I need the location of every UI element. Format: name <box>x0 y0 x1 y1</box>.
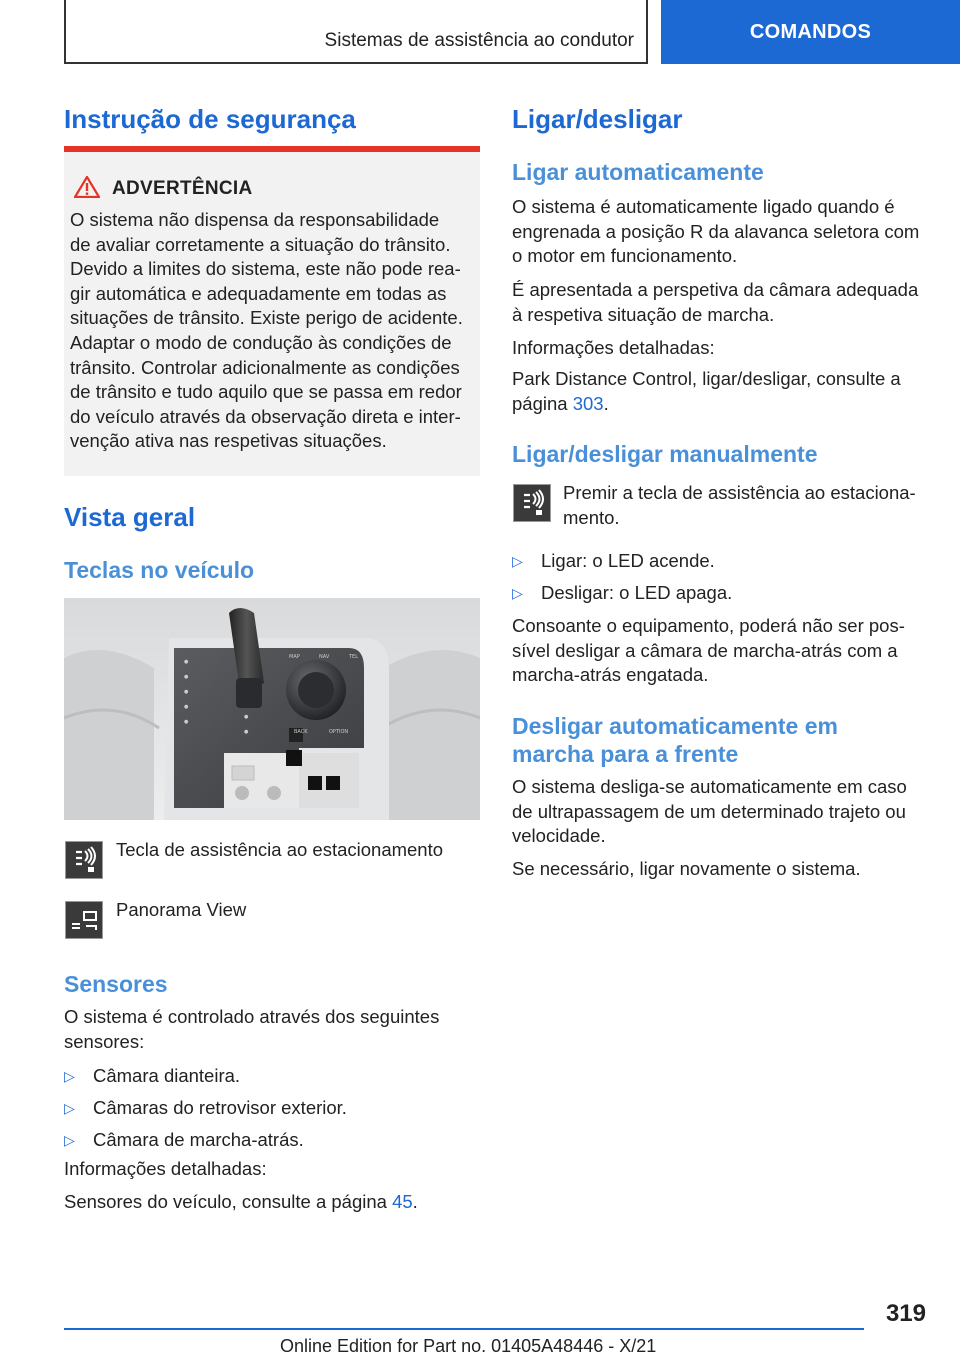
section-title: Sistemas de assistência ao condutor <box>324 30 634 51</box>
reference-text: Sensores do veículo, consulte a página <box>64 1191 393 1212</box>
text-line: velocidade. <box>512 825 606 847</box>
text-line: marcha-atrás engatada. <box>512 664 709 686</box>
svg-text:BACK: BACK <box>294 729 308 735</box>
svg-text:●: ● <box>184 689 189 695</box>
svg-text:●: ● <box>184 719 189 725</box>
warning-title: ADVERTÊNCIA <box>112 178 253 199</box>
svg-text:TEL: TEL <box>349 654 358 660</box>
sensors-intro <box>64 1005 439 1054</box>
safety-heading: Instrução de segurança <box>64 104 356 134</box>
bullet-triangle-icon: ▷ <box>64 1068 75 1084</box>
warning-line: de trânsito e tudo aquilo que se passa em redor <box>70 381 462 403</box>
text-line: sensores: <box>64 1030 145 1052</box>
text-line: O sistema é automaticamente ligado quando é <box>512 196 895 217</box>
warning-box <box>64 146 480 476</box>
warning-text <box>70 208 478 454</box>
warning-triangle-icon <box>74 176 100 198</box>
info-label: Informações detalhadas: <box>64 1158 267 1179</box>
svg-text:●: ● <box>244 714 249 720</box>
text-line: sível desligar a câmara de marcha-atrás com a <box>512 639 898 661</box>
header-frame <box>64 0 648 64</box>
warning-line: venção ativa nas respetivas situações. <box>70 430 387 452</box>
reference-end: . <box>603 392 609 414</box>
reference-end: . <box>412 1191 418 1212</box>
park-assist-key-icon <box>65 841 103 879</box>
equipment-text <box>512 614 932 688</box>
text-line: Premir a tecla de assistência ao estaciona- <box>563 482 916 503</box>
restart-text: Se necessário, ligar novamente o sistema. <box>512 858 861 879</box>
svg-text:OPTION: OPTION <box>329 729 349 735</box>
key2-label: Panorama View <box>116 899 247 920</box>
key1-label: Tecla de assistência ao estacionamento <box>116 839 444 860</box>
list-item-text: Câmara dianteira. <box>93 1065 241 1086</box>
text-line: Consoante o equipamento, poderá não ser pos- <box>512 615 905 636</box>
warning-line: do veículo através da observação direta e inter- <box>70 405 461 427</box>
text-line: É apresentada a perspetiva da câmara adequada <box>512 279 919 300</box>
text-line: de ultrapassagem de um determinado trajeto ou <box>512 800 906 822</box>
text-line: Park Distance Control, ligar/desligar, consulte a <box>512 368 901 389</box>
park-assist-key-icon <box>513 484 551 522</box>
warning-line: de avaliar corretamente a situação do trânsito. <box>70 233 451 255</box>
text-line: o motor em funcionamento. <box>512 245 738 267</box>
svg-text:●: ● <box>184 659 189 665</box>
warning-line: gir automática e adequadamente em todas as <box>70 282 447 304</box>
heading-line: marcha para a frente <box>512 741 739 767</box>
bullet-triangle-icon: ▷ <box>512 585 523 601</box>
chapter-tab: COMANDOS <box>661 0 960 64</box>
warning-line: O sistema não dispensa da responsabilidade <box>70 209 440 230</box>
sensors-heading: Sensores <box>64 971 168 997</box>
page-number: 319 <box>885 1300 926 1327</box>
list-item-text: Câmara de marcha-atrás. <box>93 1129 304 1150</box>
list-item-text: Ligar: o LED acende. <box>541 550 715 571</box>
auto-off-heading <box>512 712 838 768</box>
page-link[interactable]: 303 <box>572 392 604 414</box>
manual-heading: Ligar/desligar manualmente <box>512 441 818 467</box>
svg-text:MAP: MAP <box>289 654 300 660</box>
manual-text <box>563 481 933 530</box>
svg-text:●: ● <box>244 729 249 735</box>
text-line: engrenada a posição R da alavanca seletora com <box>512 220 920 242</box>
info-label: Informações detalhadas: <box>512 337 715 358</box>
warning-line: Devido a limites do sistema, este não pode rea- <box>70 258 461 280</box>
list-item-text: Câmaras do retrovisor exterior. <box>93 1097 347 1118</box>
svg-text:NAV: NAV <box>319 654 330 660</box>
text-line: à respetiva situação de marcha. <box>512 303 775 325</box>
bullet-triangle-icon: ▷ <box>512 553 523 569</box>
perspective-text <box>512 278 932 327</box>
svg-text:●: ● <box>184 674 189 680</box>
bullet-triangle-icon: ▷ <box>64 1100 75 1116</box>
list-item-text: Desligar: o LED apaga. <box>541 582 733 603</box>
heading-line: Desligar automaticamente em <box>512 713 838 739</box>
center-console-photo <box>64 598 480 820</box>
auto-on-heading: Ligar automaticamente <box>512 159 764 185</box>
auto-on-text <box>512 195 932 269</box>
bullet-triangle-icon: ▷ <box>64 1132 75 1148</box>
footer-divider <box>64 1328 864 1330</box>
pdc-reference <box>512 367 932 416</box>
panorama-view-icon <box>65 901 103 939</box>
text-line: mento. <box>563 506 620 528</box>
warning-line: trânsito. Controlar adicionalmente as condições <box>70 356 460 378</box>
auto-off-text <box>512 775 932 849</box>
onoff-heading: Ligar/desligar <box>512 104 683 134</box>
text-line: O sistema é controlado através dos seguintes <box>64 1006 440 1027</box>
keys-heading: Teclas no veículo <box>64 557 255 583</box>
warning-line: situações de trânsito. Existe perigo de acidente. <box>70 307 463 329</box>
svg-text:●: ● <box>184 704 189 710</box>
page-link[interactable]: 45 <box>392 1191 413 1212</box>
warning-line: Adaptar o modo de condução às condições de <box>70 331 452 353</box>
text-line: O sistema desliga-se automaticamente em caso <box>512 776 907 797</box>
overview-heading: Vista geral <box>64 502 196 532</box>
sensors-reference <box>64 1190 418 1215</box>
footer-edition: Online Edition for Part no. 01405A48446 - X/21 <box>280 1336 657 1356</box>
reference-text: página <box>512 392 573 414</box>
